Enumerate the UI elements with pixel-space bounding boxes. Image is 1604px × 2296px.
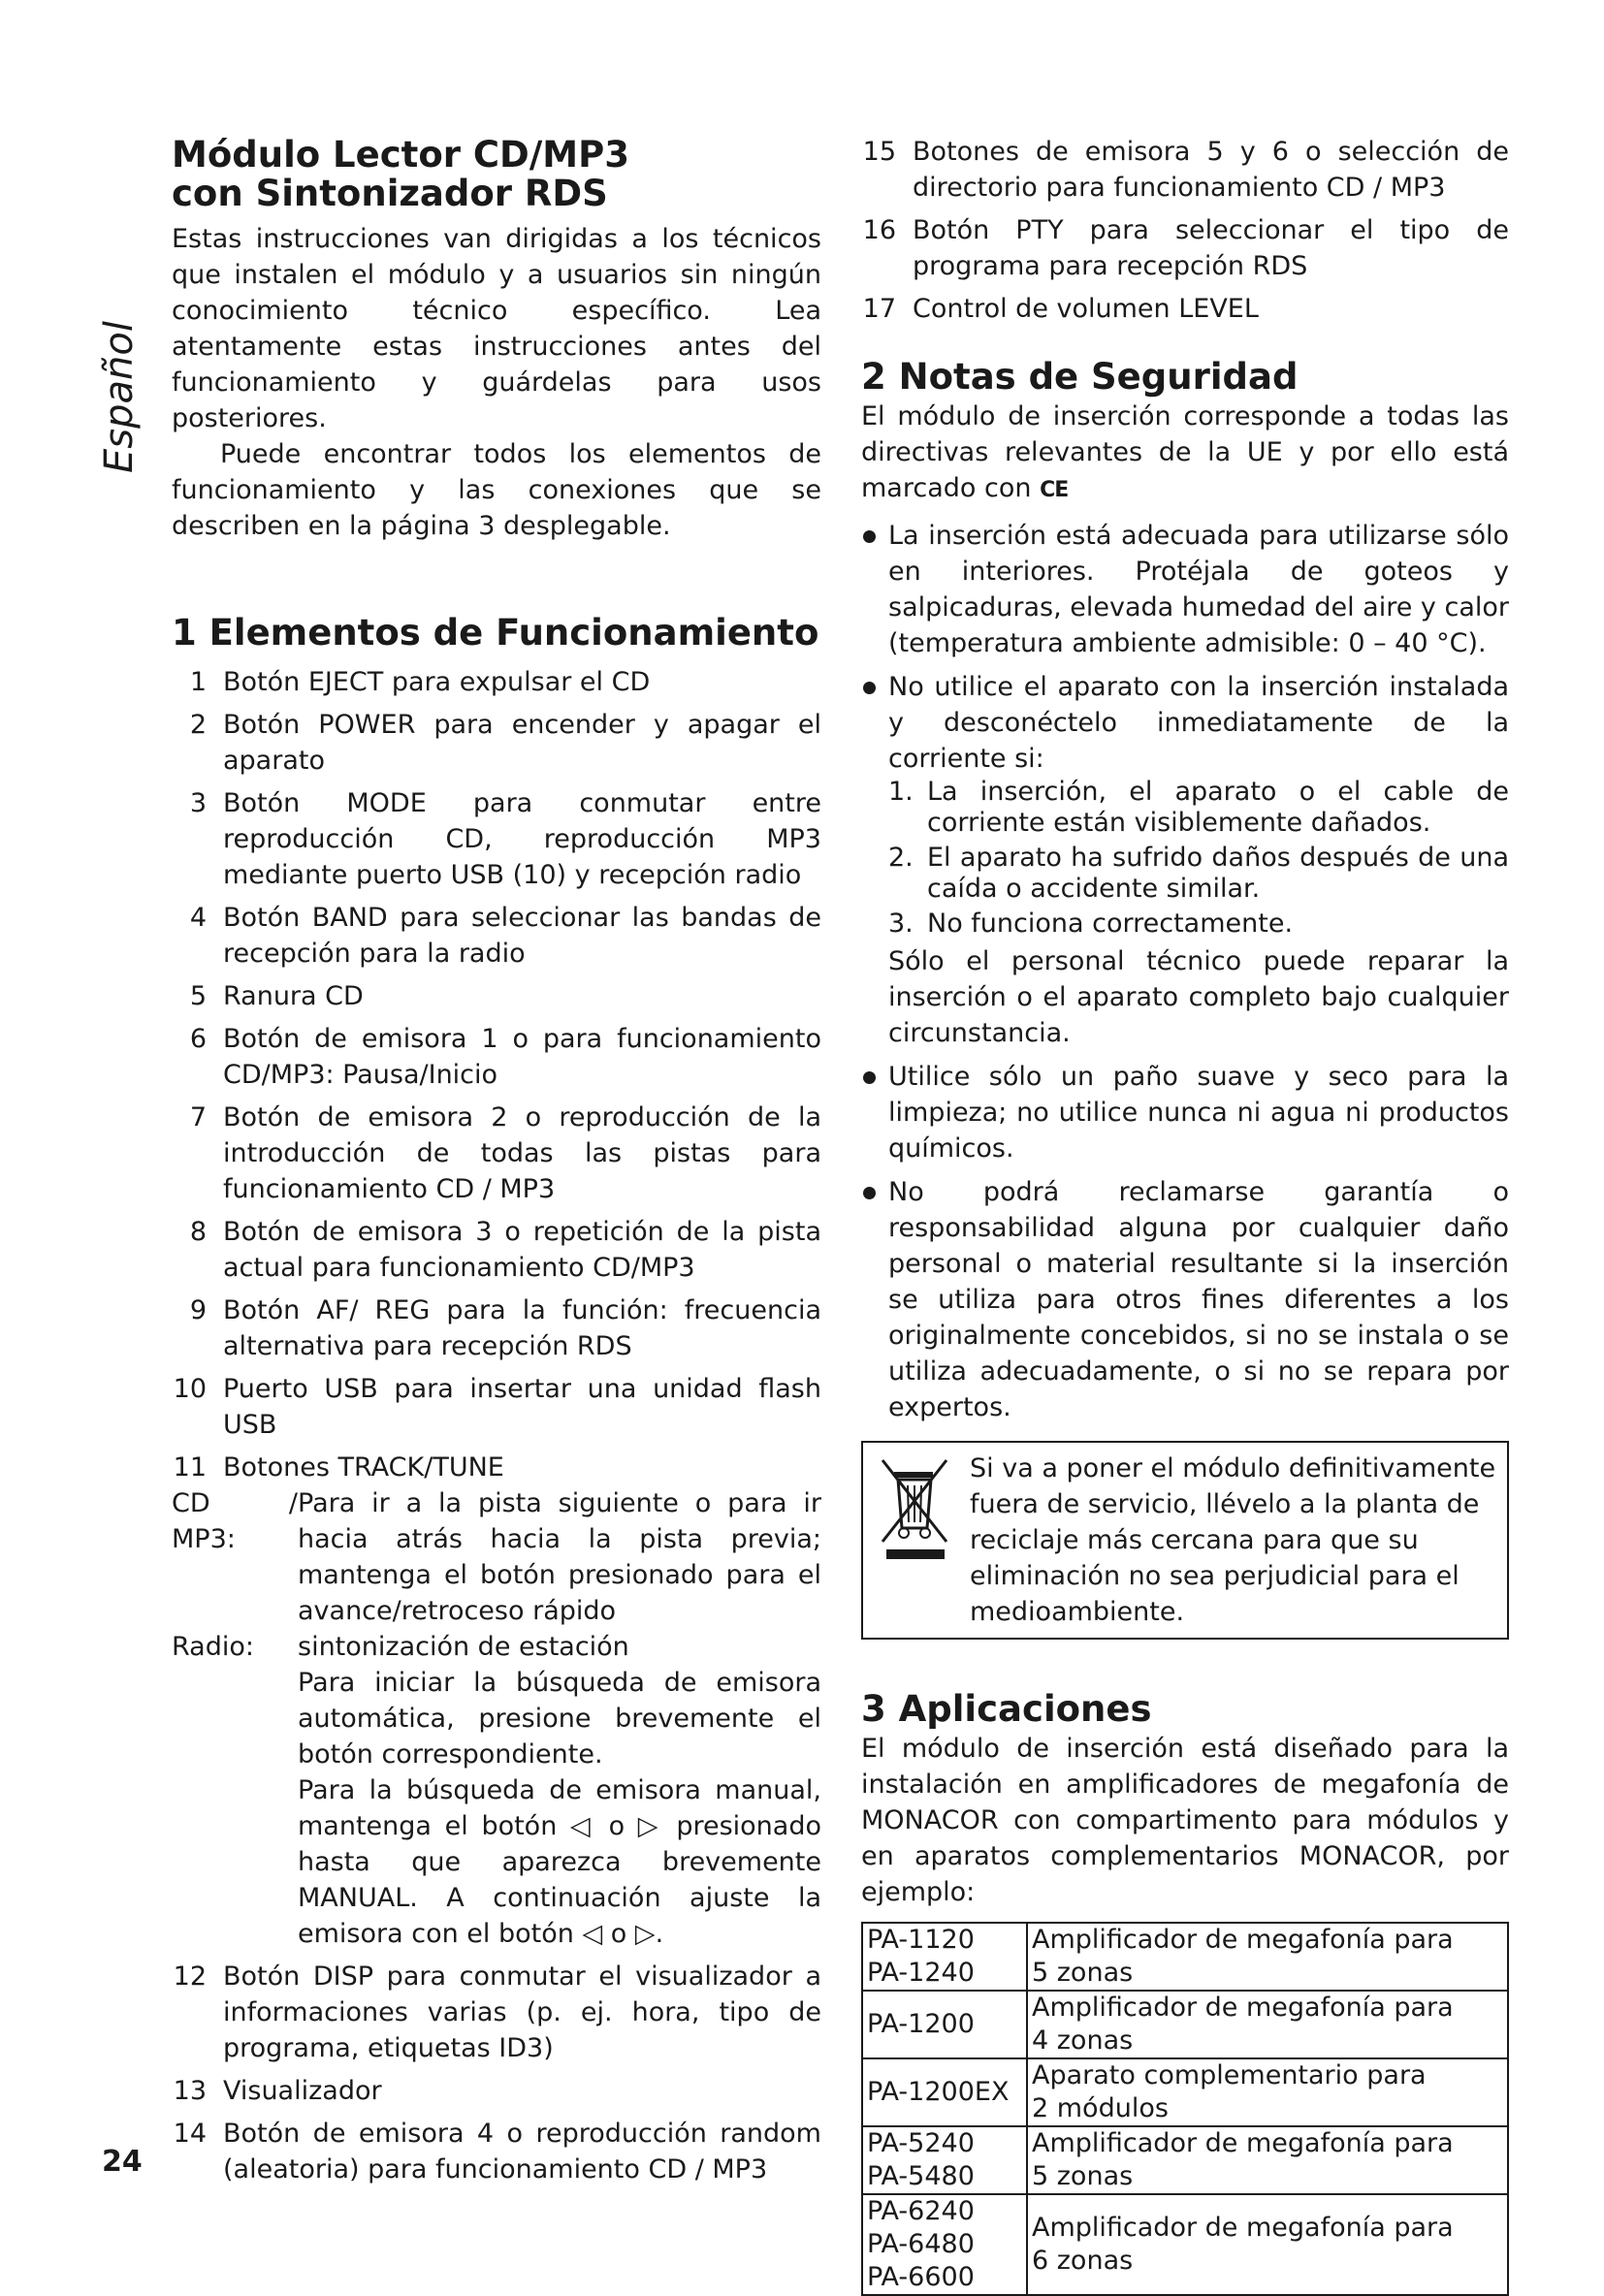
list-item: 17 Control de volumen LEVEL	[862, 294, 1259, 324]
list-item: Utilice sólo un paño suave y seco para la limpieza; no utilice nunca ni agua ni productos químicos.	[861, 1059, 1509, 1166]
controls-list-continued	[861, 134, 1509, 327]
table-row	[862, 1923, 1508, 1991]
language-label: Español	[97, 321, 142, 473]
list-item: 14 Botón de emisora 4 o reproducción random (aleatoria) para funcionamiento CD / MP3	[173, 2119, 821, 2184]
list-item: 10 Puerto USB para insertar una unidad flash USB	[173, 1374, 821, 1440]
list-item: 1 Botón EJECT para expulsar el CD	[189, 667, 651, 697]
intro-paragraph: Estas instrucciones van dirigidas a los técnicos que instalen el módulo y a usuarios sin ningún conocimiento técnico específico. Lea atentamente estas instrucciones antes del funcionamiento y guárdelas para usos posteriores.	[172, 224, 821, 433]
condition-item: 3. No funciona correctamente.	[888, 909, 1294, 939]
table-row	[862, 2058, 1508, 2126]
table-row	[862, 2126, 1508, 2194]
list-item: 3 Botón MODE para conmutar entre reproducción CD, reproducción MP3 mediante puerto USB (10) y recepción radio	[189, 788, 821, 890]
right-column	[861, 134, 1509, 2296]
list-item: No utilice el aparato con la inserción instalada y desconéctelo inmediatamente de la corriente si: 1. La inserción, el aparato o el cable de corriente están visiblemente dañados. 2. El aparato ha sufrido daños después de una caída o accidente similar. 3. No funciona correctamente. Sólo el personal técnico puede reparar la inserción o el aparato completo bajo cualquier circunstancia.	[861, 669, 1509, 1051]
table-cell-model: PA-6240 PA-6480 PA-6600	[867, 2196, 975, 2292]
list-item: 8 Botón de emisora 3 o repetición de la pista actual para funcionamiento CD/MP3	[189, 1217, 821, 1283]
table-cell-desc: Amplificador de megafonía para 5 zonas	[1032, 1925, 1454, 1988]
table-cell-model: PA-5240 PA-5480	[867, 2128, 975, 2191]
list-item: 7 Botón de emisora 2 o reproducción de la introducción de todas las pistas para funcionamiento CD / MP3	[189, 1102, 821, 1204]
recycling-notice	[861, 1441, 1509, 1640]
table-cell-desc: Aparato complementario para 2 módulos	[1032, 2060, 1427, 2123]
cd-mp3-label: CD / MP3:	[172, 1488, 298, 1554]
table-cell-desc: Amplificador de megafonía para 4 zonas	[1032, 1993, 1454, 2056]
list-item: 4 Botón BAND para seleccionar las bandas de recepción para la radio	[189, 903, 821, 969]
radio-auto-search: Para iniciar la búsqueda de emisora automática, presione brevemente el botón correspondiente.	[298, 1668, 821, 1770]
cd-mp3-text: Para ir a la pista siguiente o para ir hacia atrás hacia la pista previa; mantenga el botón presionado para el avance/retroceso rápido	[298, 1488, 821, 1626]
list-item: 16 Botón PTY para seleccionar el tipo de programa para recepción RDS	[862, 215, 1509, 281]
list-item: 9 Botón AF/ REG para la función: frecuencia alternativa para recepción RDS	[189, 1295, 821, 1361]
left-column	[172, 136, 821, 2194]
condition-item: 2. El aparato ha sufrido daños después de una caída o accidente similar.	[888, 843, 1509, 904]
bullet-icon	[863, 530, 876, 543]
bullet-icon	[863, 1187, 876, 1199]
crossed-bin-icon	[873, 1451, 970, 1630]
table-row	[862, 1991, 1508, 2058]
list-item: No podrá reclamarse garantía o responsabilidad alguna por cualquier daño personal o material resultante si la inserción se utiliza para otros fines diferentes a los originalmente concebidos, si no se instala o se utiliza adecuadamente, o si no se repara por expertos.	[861, 1174, 1509, 1425]
compatible-devices-table	[861, 1922, 1509, 2296]
list-item: 13 Visualizador	[173, 2076, 382, 2106]
ce-mark: CE	[1040, 478, 1069, 502]
list-item: 15 Botones de emisora 5 y 6 o selección de directorio para funcionamiento CD / MP3	[862, 137, 1509, 203]
page-number: 24	[102, 2145, 143, 2179]
bullet-icon	[863, 682, 876, 694]
conditions-list	[888, 777, 1509, 940]
title-line-1: Módulo Lector CD/MP3	[172, 134, 629, 175]
radio-manual-search: Para la búsqueda de emisora manual, mantenga el botón ◁ o ▷ presionado hasta que aparezca brevemente MANUAL. A continuación ajuste la emisora con el botón ◁ o ▷.	[298, 1775, 821, 1949]
item-11-head: Botones TRACK/TUNE	[223, 1452, 504, 1483]
controls-list	[172, 664, 821, 2187]
section-1-title: 1 Elementos de Funcionamiento	[172, 612, 819, 654]
condition-item: 1. La inserción, el aparato o el cable de corriente están visiblemente dañados.	[888, 777, 1509, 838]
list-item-11: 11 Botones TRACK/TUNE CD / MP3: Para ir a la pista siguiente o para ir hacia atrás hacia la pista previa; mantenga el botón presionado para el avance/retroceso rápido Radio: sintonización de estación Para iniciar la búsqueda de emisora automática, presione brevemente el botón correspondiente. Para la búsqueda de emisora manual, mantenga el botón ◁ o ▷ presionado hasta que aparezca brevemente MANUAL. A continuación ajuste la emisora con el botón ◁ o ▷.	[172, 1450, 821, 1952]
title-line-2: con Sintonizador RDS	[172, 173, 608, 214]
table-cell-model: PA-1200	[867, 2009, 975, 2039]
recycling-text: Si va a poner el módulo definitivamente fuera de servicio, llévelo a la planta de reciclaje más cercana para que su eliminación no sea perjudicial para el medioambiente.	[970, 1453, 1496, 1627]
list-item: La inserción está adecuada para utilizarse sólo en interiores. Protéjala de goteos y salpicaduras, elevada humedad del aire y calor (temperatura ambiente admisible: 0 – 40 °C).	[861, 518, 1509, 661]
section-2-intro: El módulo de inserción corresponde a todas las directivas relevantes de la UE y por ello está marcado con CE	[861, 401, 1509, 503]
intro-paragraph-2: Puede encontrar todos los elementos de funcionamiento y las conexiones que se describen en la página 3 desplegable.	[172, 439, 821, 541]
radio-text: sintonización de estación	[298, 1632, 629, 1662]
table-row	[862, 2194, 1508, 2295]
list-item: 2 Botón POWER para encender y apagar el aparato	[189, 710, 821, 776]
radio-label: Radio:	[172, 1632, 254, 1662]
list-item: 6 Botón de emisora 1 o para funcionamiento CD/MP3: Pausa/Inicio	[189, 1024, 821, 1090]
table-cell-desc: Amplificador de megafonía para 6 zonas	[1032, 2213, 1454, 2276]
table-cell-desc: Amplificador de megafonía para 5 zonas	[1032, 2128, 1454, 2191]
table-cell-model: PA-1120 PA-1240	[867, 1925, 975, 1988]
repair-note: Sólo el personal técnico puede reparar la inserción o el aparato completo bajo cualquier circunstancia.	[888, 946, 1509, 1048]
list-item: 5 Ranura CD	[189, 981, 364, 1011]
safety-list	[861, 518, 1509, 1425]
table-cell-model: PA-1200EX	[867, 2077, 1010, 2107]
language-sidebar	[97, 289, 155, 473]
section-3-intro: El módulo de inserción está diseñado para la instalación en amplificadores de megafonía de MONACOR con compartimento para módulos y en aparatos complementarios MONACOR, por ejemplo:	[861, 1734, 1509, 1907]
section-3-title: 3 Aplicaciones	[861, 1688, 1152, 1730]
list-item: 12 Botón DISP para conmutar el visualizador a informaciones varias (p. ej. hora, tipo de programa, etiquetas ID3)	[173, 1961, 821, 2063]
bullet-icon	[863, 1071, 876, 1084]
section-2-title: 2 Notas de Seguridad	[861, 356, 1299, 398]
document-title	[172, 136, 821, 213]
